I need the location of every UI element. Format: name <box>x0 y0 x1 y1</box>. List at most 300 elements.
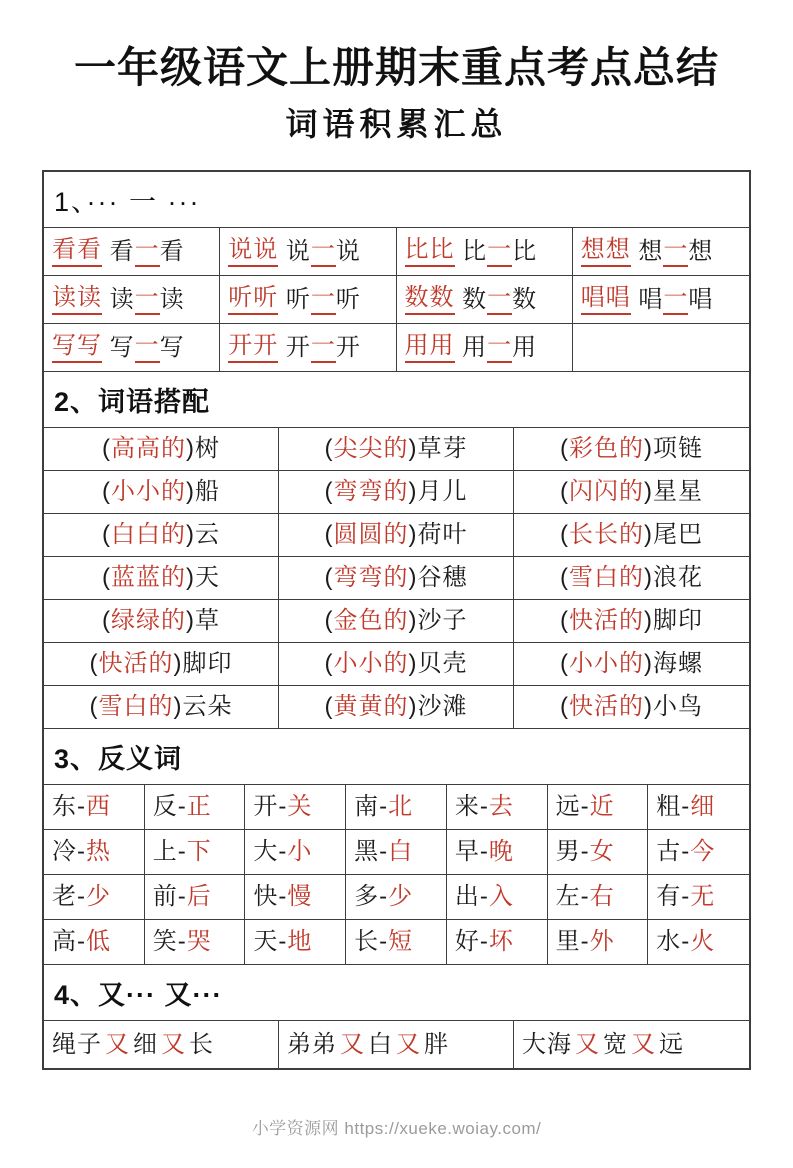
text-segment: 听听 <box>228 285 278 315</box>
text-segment: 蓝蓝的 <box>111 564 186 592</box>
text-segment: 贝壳 <box>417 650 468 678</box>
table-cell <box>514 600 749 642</box>
text-segment: 又 <box>161 1030 186 1058</box>
table-cell <box>397 228 573 275</box>
text-segment: 浪花 <box>653 564 703 592</box>
text-segment: ) <box>408 650 418 678</box>
text-segment: 海螺 <box>653 650 703 678</box>
text-segment: 大海 <box>522 1030 572 1058</box>
text-segment: 水 <box>656 928 682 956</box>
table-cell <box>514 686 749 728</box>
text-segment: 说 <box>278 237 311 265</box>
text-segment: 白 <box>368 1030 393 1058</box>
text-segment: - <box>681 928 691 956</box>
text-segment: ) <box>644 693 653 721</box>
table-cell <box>573 324 749 371</box>
text-segment: 无 <box>690 883 716 911</box>
table-cell <box>44 785 145 829</box>
text-segment: - <box>681 883 691 911</box>
text-segment: 脚印 <box>182 650 233 678</box>
text-segment: 开 <box>253 793 279 821</box>
text-segment: ( <box>324 607 334 635</box>
table-cell <box>44 471 279 513</box>
table-cell <box>44 643 279 685</box>
text-segment: 大 <box>253 838 279 866</box>
text-segment: 宽 <box>603 1030 628 1058</box>
section-heading: 4、又··· 又··· <box>44 965 749 1021</box>
text-segment: ( <box>324 650 334 678</box>
text-segment: ) <box>408 693 418 721</box>
text-segment: 开 <box>278 333 311 361</box>
text-segment: ( <box>102 607 111 635</box>
table-cell <box>447 875 548 919</box>
text-segment: ( <box>324 693 334 721</box>
text-segment: 热 <box>86 838 111 866</box>
text-segment: 看 <box>159 237 185 265</box>
text-segment: - <box>177 793 187 821</box>
table-cell <box>44 276 220 323</box>
text-segment: 开 <box>335 333 361 361</box>
text-segment: 读 <box>159 285 185 313</box>
text-segment: 脚印 <box>653 607 703 635</box>
text-segment: 有 <box>656 883 682 911</box>
table-cell <box>514 471 749 513</box>
text-segment: 慢 <box>287 883 313 911</box>
text-segment: 说说 <box>228 237 278 267</box>
text-segment: ) <box>644 435 653 463</box>
text-segment: 用 <box>512 333 538 361</box>
table-cell <box>346 920 447 964</box>
text-segment: - <box>580 883 590 911</box>
table-cell <box>397 276 573 323</box>
text-segment: 笑 <box>152 928 178 956</box>
text-segment: ) <box>408 521 418 549</box>
table-cell <box>279 514 514 556</box>
table-cell <box>648 875 749 919</box>
text-segment: 说 <box>335 237 361 265</box>
text-segment: 左 <box>555 883 581 911</box>
text-segment: 想 <box>630 237 664 265</box>
table-cell <box>514 514 749 556</box>
text-segment: 小小的 <box>111 478 186 506</box>
text-segment: 高高的 <box>111 435 186 463</box>
table-cell <box>220 276 396 323</box>
table-row <box>44 600 749 643</box>
text-segment: 小鸟 <box>653 693 703 721</box>
text-segment: 数 <box>454 285 488 313</box>
text-segment: 一 <box>663 285 688 315</box>
text-segment: - <box>278 793 288 821</box>
text-segment: 小 <box>287 838 313 866</box>
text-segment: 一 <box>311 237 336 267</box>
text-segment: 沙子 <box>417 607 468 635</box>
text-segment: 月儿 <box>417 478 468 506</box>
section-heading: 1、··· 一 ··· <box>44 172 749 228</box>
table-cell <box>279 471 514 513</box>
text-segment: - <box>479 838 489 866</box>
text-segment: 又 <box>340 1030 365 1058</box>
text-segment: 唱唱 <box>581 285 631 315</box>
text-segment: 短 <box>388 928 414 956</box>
table-row <box>44 920 749 965</box>
table-cell <box>44 514 279 556</box>
text-segment: 尖尖的 <box>333 435 409 463</box>
text-segment: 火 <box>690 928 716 956</box>
table-cell <box>514 428 749 470</box>
text-segment: 数数 <box>405 285 455 315</box>
table-row <box>44 830 749 875</box>
text-segment: - <box>379 838 389 866</box>
table-cell <box>44 557 279 599</box>
text-segment: - <box>479 928 489 956</box>
text-segment: 下 <box>186 838 212 866</box>
table-cell <box>145 875 246 919</box>
text-segment: 来 <box>454 793 480 821</box>
text-segment: 西 <box>86 793 111 821</box>
table-cell <box>447 785 548 829</box>
table-cell <box>648 785 749 829</box>
text-segment: ) <box>186 478 195 506</box>
table-row <box>44 643 749 686</box>
footer-credit: 小学资源网 https://xueke.woiay.com/ <box>251 1119 542 1138</box>
text-segment: 用 <box>454 333 488 361</box>
text-segment: 快活的 <box>98 650 174 678</box>
text-segment: 上 <box>152 838 178 866</box>
table-cell <box>279 600 514 642</box>
text-segment: 小小的 <box>569 650 644 678</box>
text-segment: 后 <box>186 883 212 911</box>
text-segment: 快 <box>253 883 279 911</box>
text-segment: 一 <box>487 285 512 315</box>
text-segment: 云 <box>195 521 220 549</box>
table-cell <box>573 228 749 275</box>
text-segment: 男 <box>555 838 581 866</box>
text-segment: ( <box>560 478 569 506</box>
text-segment: 远 <box>555 793 581 821</box>
table-cell <box>346 830 447 874</box>
section-heading: 2、词语搭配 <box>44 372 749 428</box>
text-segment: 尾巴 <box>653 521 703 549</box>
text-segment: 正 <box>186 793 212 821</box>
table-cell <box>245 875 346 919</box>
table-row <box>44 1021 749 1068</box>
table-cell <box>548 875 649 919</box>
text-segment: ( <box>102 478 111 506</box>
text-segment: 远 <box>659 1030 684 1058</box>
text-segment: 读 <box>102 285 135 313</box>
text-segment: 少 <box>86 883 111 911</box>
text-segment: 雪白的 <box>569 564 644 592</box>
text-segment: ( <box>560 650 569 678</box>
text-segment: 唱 <box>688 285 714 313</box>
text-segment: ) <box>173 693 183 721</box>
text-segment: 雪白的 <box>98 693 174 721</box>
text-segment: 一 <box>135 237 160 267</box>
text-segment: 古 <box>656 838 682 866</box>
text-segment: - <box>580 793 590 821</box>
text-segment: 老 <box>52 883 77 911</box>
worksheet-table <box>42 170 751 1070</box>
text-segment: - <box>177 928 187 956</box>
text-segment: ( <box>560 564 569 592</box>
table-row <box>44 276 749 324</box>
text-segment: 星星 <box>653 478 703 506</box>
table-row <box>44 686 749 729</box>
text-segment: 少 <box>388 883 414 911</box>
text-segment: - <box>479 793 489 821</box>
text-segment: ( <box>324 435 334 463</box>
text-segment: 反 <box>152 793 178 821</box>
text-segment: 一 <box>663 237 688 267</box>
text-segment: ) <box>644 564 653 592</box>
table-cell <box>279 686 514 728</box>
text-segment: 圆圆的 <box>333 521 409 549</box>
text-segment: 一 <box>487 237 512 267</box>
text-segment: - <box>77 883 86 911</box>
text-segment: - <box>580 928 590 956</box>
text-segment: - <box>77 928 86 956</box>
text-segment: 快活的 <box>569 693 644 721</box>
table-cell <box>220 228 396 275</box>
table-section <box>44 172 749 372</box>
text-segment: ( <box>560 435 569 463</box>
table-cell <box>245 785 346 829</box>
table-cell <box>397 324 573 371</box>
text-segment: 唱 <box>630 285 664 313</box>
text-segment: 写 <box>159 333 185 361</box>
text-segment: 细 <box>133 1030 158 1058</box>
text-segment: 又 <box>105 1030 130 1058</box>
text-segment: 金色的 <box>333 607 409 635</box>
table-cell <box>44 428 279 470</box>
text-segment: 南 <box>354 793 380 821</box>
text-segment: ) <box>186 521 195 549</box>
text-segment: ( <box>560 693 569 721</box>
table-row <box>44 557 749 600</box>
text-segment: 女 <box>589 838 615 866</box>
text-segment: 长 <box>189 1030 214 1058</box>
table-cell <box>346 875 447 919</box>
text-segment: 早 <box>454 838 480 866</box>
text-segment: 船 <box>195 478 220 506</box>
text-segment: 粗 <box>656 793 682 821</box>
text-segment: ( <box>102 564 111 592</box>
table-cell <box>44 228 220 275</box>
text-segment: 弯弯的 <box>333 564 409 592</box>
text-segment: 冷 <box>52 838 77 866</box>
text-segment: - <box>177 838 187 866</box>
text-segment: 黑 <box>354 838 380 866</box>
text-segment: 近 <box>589 793 615 821</box>
text-segment: 读读 <box>52 285 102 315</box>
text-segment: ) <box>644 650 653 678</box>
table-cell <box>44 920 145 964</box>
text-segment: - <box>681 838 691 866</box>
text-segment: 一 <box>135 285 160 315</box>
text-segment: ) <box>644 478 653 506</box>
text-segment: 云朵 <box>182 693 233 721</box>
text-segment: 哭 <box>186 928 212 956</box>
table-row <box>44 324 749 372</box>
text-segment: 比比 <box>405 237 455 267</box>
text-segment: ) <box>644 607 653 635</box>
text-segment: 想想 <box>581 237 631 267</box>
page-title: 一年级语文上册期末重点考点总结 <box>73 46 719 92</box>
text-segment: 白 <box>388 838 414 866</box>
text-segment: 坏 <box>488 928 514 956</box>
text-segment: 出 <box>454 883 480 911</box>
table-cell <box>346 785 447 829</box>
page-subtitle: 词语积累汇总 <box>285 106 508 143</box>
text-segment: 高 <box>52 928 77 956</box>
text-segment: 写 <box>102 333 135 361</box>
text-segment: ( <box>102 435 111 463</box>
text-segment: - <box>278 928 288 956</box>
table-cell <box>548 785 649 829</box>
text-segment: 听 <box>335 285 361 313</box>
text-segment: ( <box>560 607 569 635</box>
text-segment: 右 <box>589 883 615 911</box>
table-cell <box>648 830 749 874</box>
text-segment: ( <box>102 521 111 549</box>
text-segment: 弯弯的 <box>333 478 409 506</box>
table-cell <box>44 686 279 728</box>
table-row <box>44 785 749 830</box>
text-segment: 沙滩 <box>417 693 468 721</box>
table-section <box>44 729 749 965</box>
text-segment: - <box>77 793 86 821</box>
table-row <box>44 875 749 920</box>
text-segment: ( <box>89 650 99 678</box>
text-segment: - <box>379 793 389 821</box>
text-segment: 看 <box>102 237 135 265</box>
text-segment: ) <box>408 564 418 592</box>
text-segment: 北 <box>388 793 414 821</box>
table-cell <box>44 324 220 371</box>
table-cell <box>514 643 749 685</box>
text-segment: 写写 <box>52 333 102 363</box>
text-segment: 入 <box>488 883 514 911</box>
text-segment: 树 <box>195 435 220 463</box>
table-cell <box>245 920 346 964</box>
text-segment: 荷叶 <box>417 521 468 549</box>
text-segment: 前 <box>152 883 178 911</box>
text-segment: 草芽 <box>417 435 468 463</box>
text-segment: 白白的 <box>111 521 186 549</box>
table-cell <box>44 875 145 919</box>
text-segment: 开开 <box>228 333 278 363</box>
text-segment: - <box>379 928 389 956</box>
table-cell <box>44 600 279 642</box>
text-segment: 一 <box>135 333 160 363</box>
text-segment: 用用 <box>405 333 455 363</box>
text-segment: 草 <box>195 607 220 635</box>
text-segment: - <box>580 838 590 866</box>
text-segment: 晚 <box>488 838 514 866</box>
text-segment: ) <box>644 521 653 549</box>
table-cell <box>279 643 514 685</box>
table-cell <box>44 830 145 874</box>
text-segment: - <box>77 838 86 866</box>
text-segment: 绿绿的 <box>111 607 186 635</box>
text-segment: 弟弟 <box>287 1030 337 1058</box>
text-segment: 听 <box>278 285 311 313</box>
text-segment: ( <box>324 521 334 549</box>
text-segment: 又 <box>396 1030 421 1058</box>
text-segment: ( <box>324 478 334 506</box>
text-segment: 天 <box>195 564 220 592</box>
text-segment: ) <box>186 607 195 635</box>
text-segment: 比 <box>454 237 488 265</box>
table-row <box>44 471 749 514</box>
text-segment: 又 <box>575 1030 600 1058</box>
text-segment: ( <box>324 564 334 592</box>
text-segment: 东 <box>52 793 77 821</box>
text-segment: 又 <box>631 1030 656 1058</box>
table-row <box>44 228 749 276</box>
table-cell <box>447 920 548 964</box>
table-cell <box>279 557 514 599</box>
text-segment: 谷穗 <box>417 564 468 592</box>
text-segment: - <box>278 883 288 911</box>
text-segment: 长长的 <box>569 521 644 549</box>
text-segment: 快活的 <box>569 607 644 635</box>
text-segment: ) <box>408 478 418 506</box>
text-segment: ) <box>186 435 195 463</box>
text-segment: - <box>177 883 187 911</box>
text-segment: 一 <box>487 333 512 363</box>
table-cell <box>648 920 749 964</box>
table-row <box>44 514 749 557</box>
text-segment: 天 <box>253 928 279 956</box>
text-segment: ) <box>186 564 195 592</box>
text-segment: 项链 <box>653 435 703 463</box>
text-segment: 里 <box>555 928 581 956</box>
text-segment: - <box>681 793 691 821</box>
table-row <box>44 428 749 471</box>
text-segment: 今 <box>690 838 716 866</box>
table-cell <box>279 428 514 470</box>
text-segment: 一 <box>311 285 336 315</box>
text-segment: - <box>479 883 489 911</box>
text-segment: ( <box>89 693 99 721</box>
table-cell <box>245 830 346 874</box>
table-cell <box>514 557 749 599</box>
text-segment: 数 <box>512 285 538 313</box>
text-segment: 地 <box>287 928 313 956</box>
table-cell <box>279 1021 514 1068</box>
text-segment: 绳子 <box>52 1030 102 1058</box>
text-segment: 想 <box>688 237 714 265</box>
table-cell <box>145 830 246 874</box>
text-segment: ( <box>560 521 569 549</box>
table-cell <box>220 324 396 371</box>
text-segment: 好 <box>454 928 480 956</box>
text-segment: 胖 <box>424 1030 449 1058</box>
text-segment: 看看 <box>52 237 102 267</box>
text-segment: 关 <box>287 793 313 821</box>
text-segment: ) <box>408 435 418 463</box>
table-cell <box>548 830 649 874</box>
table-cell <box>145 785 246 829</box>
table-cell <box>447 830 548 874</box>
text-segment: 外 <box>589 928 615 956</box>
text-segment: 多 <box>354 883 380 911</box>
text-segment: 彩色的 <box>569 435 644 463</box>
text-segment: ) <box>408 607 418 635</box>
table-cell <box>573 276 749 323</box>
text-segment: - <box>379 883 389 911</box>
